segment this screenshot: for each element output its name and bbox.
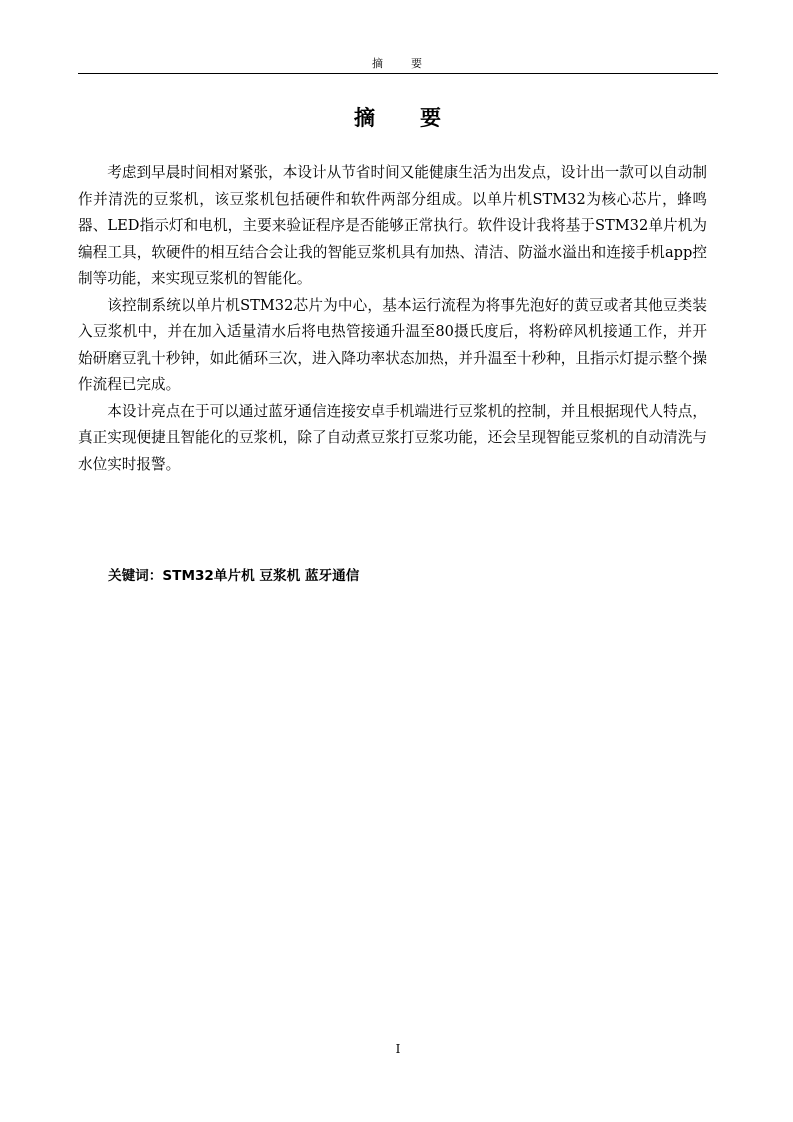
abstract-paragraph-1: 考虑到早晨时间相对紧张，本设计从节省时间又能健康生活为出发点，设计出一款可以自动制作并清洗的豆浆机，该豆浆机包括硬件和软件两部分组成。以单片机STM32为核心芯片，蜂鸣器、LED指示灯和电机，主要来验证程序是否能够正常执行。软件设计我将基于STM32单片机为编程工具，软硬件的相互结合会让我的智能豆浆机具有加热、清洁、防溢水溢出和连接手机app控制等功能，来实现豆浆机的智能化。 <box>78 164 707 287</box>
header-rule <box>78 73 718 74</box>
page-number: I <box>395 1042 401 1056</box>
abstract-paragraph-3: 本设计亮点在于可以通过蓝牙通信连接安卓手机端进行豆浆机的控制，并且根据现代人特点，真正实现便捷且智能化的豆浆机，除了自动煮豆浆打豆浆功能，还会呈现智能豆浆机的自动清洗与水位实时报警。 <box>78 402 707 473</box>
page-title: 摘 要 <box>354 105 442 130</box>
abstract-body <box>78 160 707 478</box>
running-header: 摘 要 <box>372 57 424 70</box>
keywords-line: 关键词：STM32单片机 豆浆机 蓝牙通信 <box>108 568 360 584</box>
abstract-paragraph-2: 该控制系统以单片机STM32芯片为中心，基本运行流程为将事先泡好的黄豆或者其他豆类装入豆浆机中，并在加入适量清水后将电热管接通升温至80摄氏度后，将粉碎风机接通工作，并开始研磨豆乳十秒钟，如此循环三次，进入降功率状态加热，并升温至十秒种，且指示灯提示整个操作流程已完成。 <box>78 296 707 393</box>
